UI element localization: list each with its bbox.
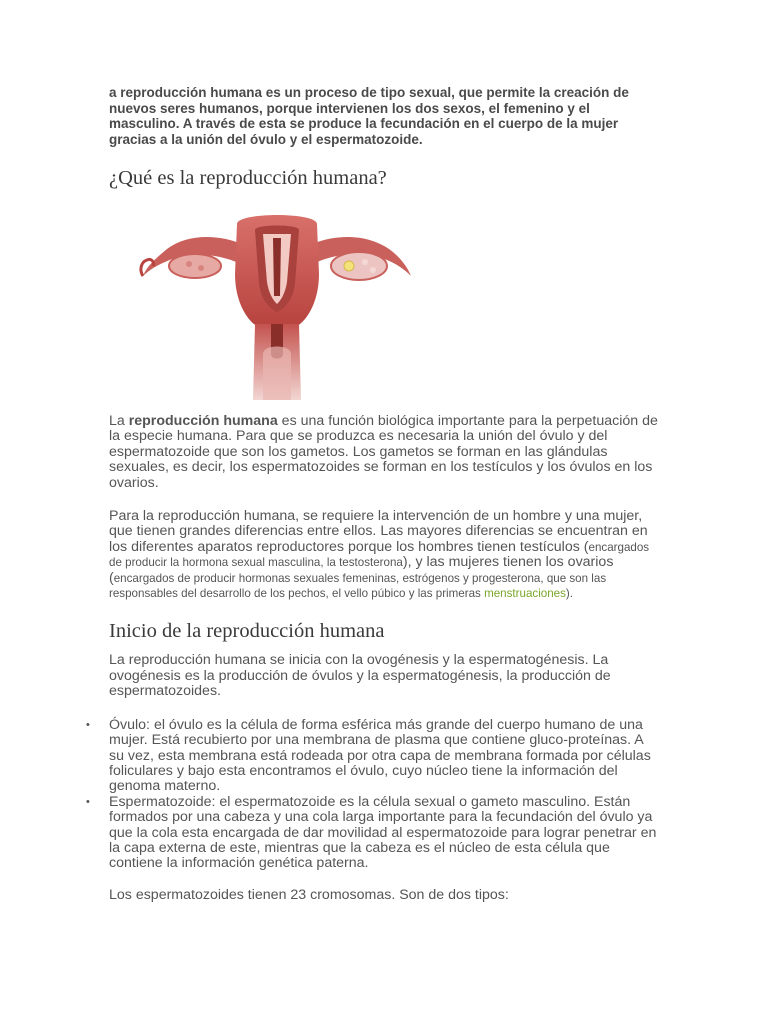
document-page [86, 85, 661, 903]
para1-post: es una función biológica importante para la perpetuación de la especie humana. Para que se produzca es necesaria la unión del óvulo y del espermatozoide que son los gametos. Los gametos se forman en las glándulas sexuales, es decir, los espermatozoides se forman en los testículos y los óvulos en los ovarios. [109, 413, 658, 491]
intro-paragraph: a reproducción humana es un proceso de tipo sexual, que permite la creación de nuevos seres humanos, porque intervienen los dos sexos, el femenino y el masculino. A través de esta se produce la fecundación en el cuerpo de la mujer gracias a la unión del óvulo y el espermatozoide. [109, 85, 629, 147]
list-item-ovulo [86, 716, 661, 795]
para1-pre: La [109, 413, 129, 429]
bullet-list [86, 716, 661, 872]
para2-small1: encargados de producir la hormona sexual masculina, la testosterona [109, 540, 650, 570]
heading-inicio: Inicio de la reproducción humana [109, 620, 385, 643]
para2-text1: Para la reproducción humana, se requiere la intervención de un hombre y una mujer, que tienen grandes diferencias entre ellos. Las mayores diferencias se encuentran en los diferentes aparatos reproductores porque los hombres tienen testículos ( [109, 508, 648, 555]
paragraph-cromosomas: Los espermatozoides tienen 23 cromosomas. Son de dos tipos: [109, 886, 509, 903]
paragraph-definicion [109, 414, 661, 491]
menstruaciones-link[interactable]: menstruaciones [484, 587, 566, 601]
bullet-icon: • [86, 795, 90, 808]
list-item-text: Espermatozoide: el espermatozoide es la célula sexual o gameto masculino. Están formados por una cabeza y una cola larga importante para la fecundación del óvulo ya que la cola esta encargada de dar movilidad al espermatozoide para lograr penetrar en la capa externa de este, mientras que la cabeza es el núcleo de esta célula que contiene la información genética paterna. [109, 793, 657, 872]
uterus-illustration [137, 204, 417, 400]
heading-que-es: ¿Qué es la reproducción humana? [109, 167, 387, 189]
para2-small3: ). [565, 587, 574, 601]
paragraph-diferencias [109, 509, 661, 601]
para1-bold-term: reproducción humana [128, 413, 278, 429]
bullet-icon: • [86, 718, 90, 731]
paragraph-inicio: La reproducción humana se inicia con la ovogénesis y la espermatogénesis. La ovogénesis es la producción de óvulos y la espermatogénesis, la producción de espermatozoides. [109, 652, 611, 700]
para2-text2: ), y las mujeres tienen los ovarios ( [109, 554, 614, 586]
list-item-espermatozoide [86, 793, 661, 872]
list-item-text: Óvulo: el óvulo es la célula de forma esférica más grande del cuerpo humano de una mujer. Está recubierto por una membrana de plasma que contiene gluco-proteínas. A su vez, esta membrana está rodeada por otra capa de membrana formada por células foliculares y bajo esta encontramos el óvulo, cuyo núcleo tiene la información del genoma materno. [109, 716, 651, 795]
para2-small2: encargados de producir hormonas sexuales femeninas, estrógenos y progesterona, que son las responsables del desarrollo de los pechos, el vello púbico y las primeras [109, 571, 607, 601]
